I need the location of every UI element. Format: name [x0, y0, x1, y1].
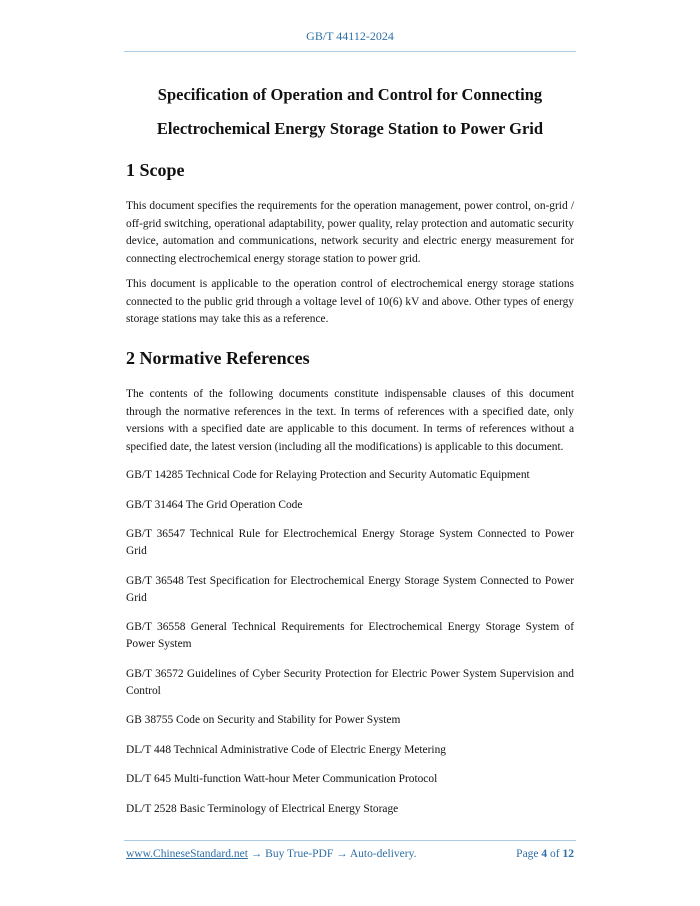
reference-item: GB/T 31464 The Grid Operation Code [126, 498, 303, 511]
normative-references-intro: The contents of the following documents constitute indispensable clauses of this document through the normative references in the text. In terms of references with a specified date, only versions with a specified date are applicable to this document. In terms of references without a specified date, the latest version (including all the modifications) is applicable to this document. [126, 388, 574, 453]
reference-item: DL/T 2528 Basic Terminology of Electrical Energy Storage [126, 802, 399, 815]
page-label: Page [516, 848, 539, 860]
section-heading-normative-references: 2 Normative References [126, 348, 310, 368]
reference-item: GB 38755 Code on Security and Stability for Power System [126, 714, 401, 726]
page-footer [126, 848, 574, 866]
page-indicator [516, 848, 574, 860]
reference-item: GB/T 36572 Guidelines of Cyber Security Protection for Electric Power System Supervision and Control [126, 667, 574, 697]
page-total: 12 [562, 848, 574, 860]
scope-paragraph-1: This document specifies the requirements for the operation management, power control, on-grid / off-grid switching, operational adaptability, power quality, relay protection and automatic security device, automation and communications, network security and electric energy measurement for connecting electrochemical energy storage station to power grid. [126, 200, 574, 265]
page-current: 4 [541, 848, 548, 860]
scope-paragraph-2: This document is applicable to the operation control of electrochemical energy storage stations connected to the public grid through a voltage level of 10(6) kV and above. Other types of energy storage stations may take this as a reference. [126, 278, 574, 325]
reference-item: DL/T 448 Technical Administrative Code of Electric Energy Metering [126, 743, 446, 756]
header-divider [124, 51, 576, 52]
reference-item: GB/T 36548 Test Specification for Electrochemical Energy Storage System Connected to Power Grid [126, 574, 574, 604]
header-standard-code: GB/T 44112-2024 [306, 29, 394, 43]
reference-item: GB/T 14285 Technical Code for Relaying Protection and Security Automatic Equipment [126, 469, 530, 481]
chinese-standard-link[interactable]: www.ChineseStandard.net [126, 848, 248, 860]
reference-item: GB/T 36547 Technical Rule for Electrochemical Energy Storage System Connected to Power Grid [126, 528, 574, 557]
footer-promo-text: → Buy True-PDF → Auto-delivery. [247, 848, 417, 860]
reference-list [126, 467, 574, 830]
document-title [120, 78, 580, 146]
section-heading-scope: 1 Scope [126, 160, 185, 180]
reference-item: DL/T 645 Multi-function Watt-hour Meter Communication Protocol [126, 773, 438, 785]
document-title-line-2: Electrochemical Energy Storage Station to Power Grid [156, 119, 544, 138]
document-title-line-1: Specification of Operation and Control for Connecting [157, 85, 543, 104]
reference-item: GB/T 36558 General Technical Requirements for Electrochemical Energy Storage System of Power System [126, 621, 574, 650]
footer-divider [124, 840, 576, 841]
page-of-label: of [550, 848, 560, 860]
